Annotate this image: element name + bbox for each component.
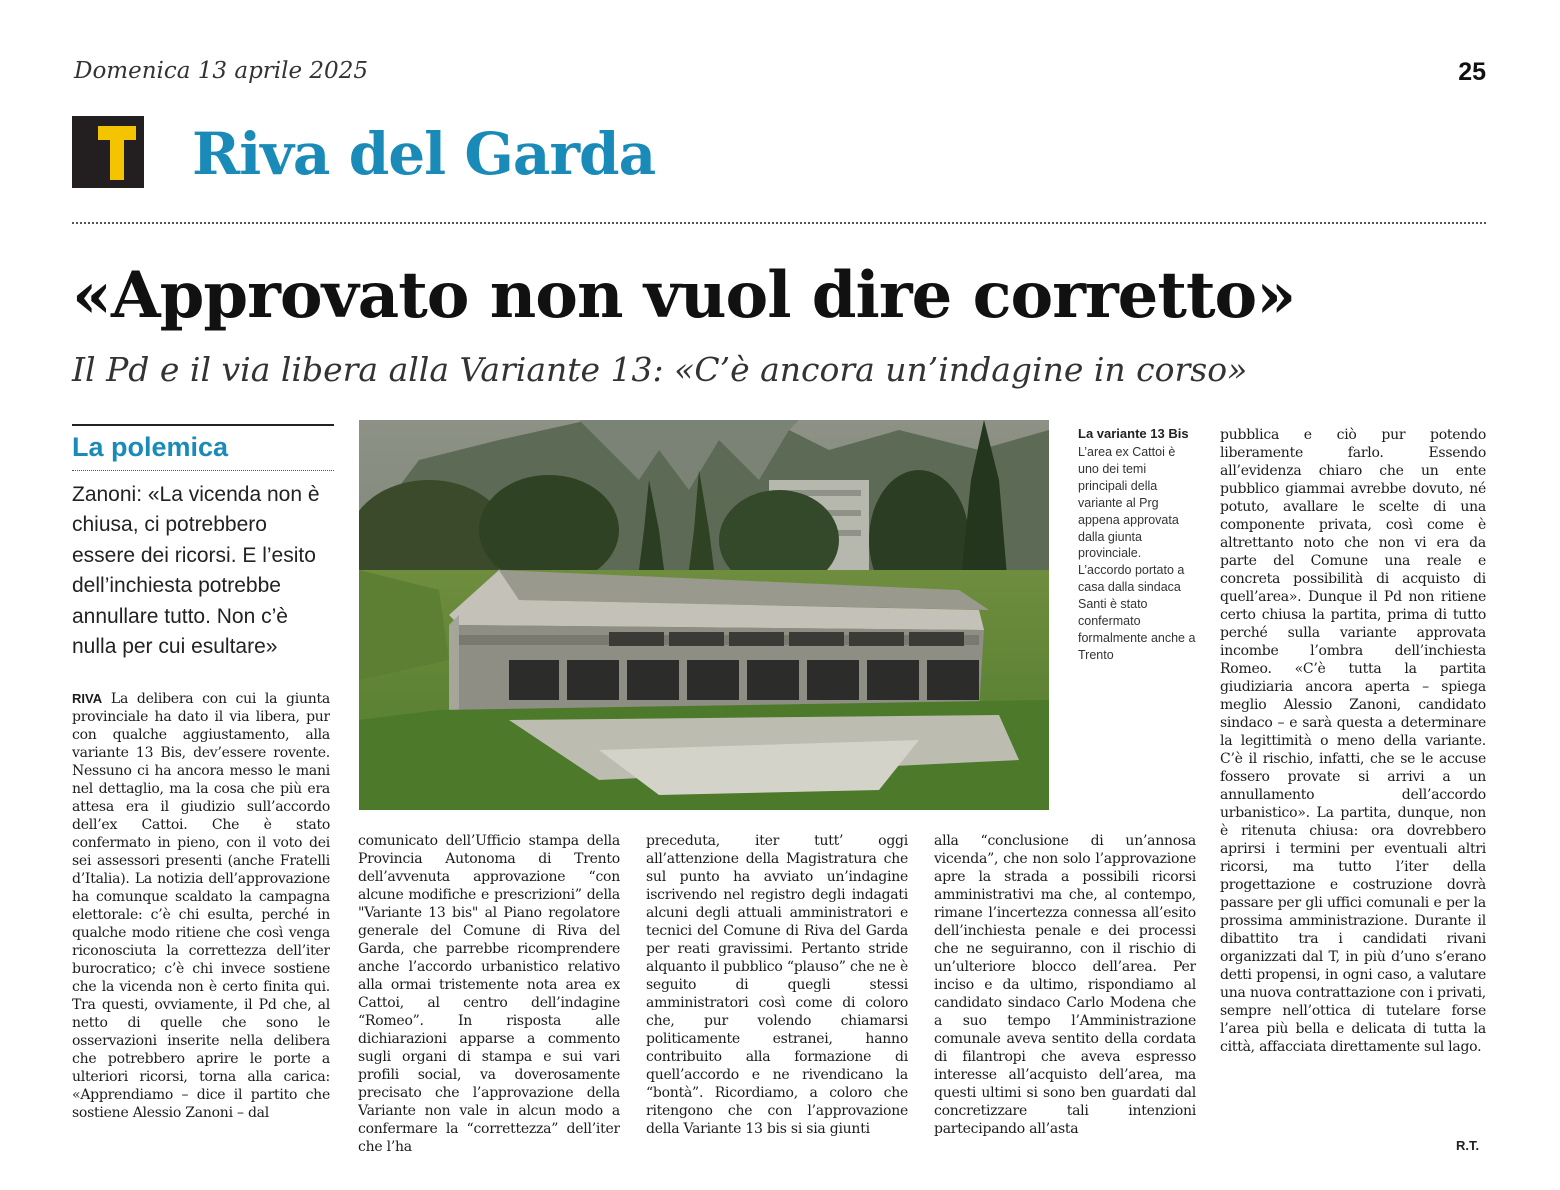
article-column-2: comunicato dell’Ufficio stampa della Provincia Autonoma di Trento dell’avvenuta approvazione “con alcune modifiche e prescrizioni” della "Variante 13 bis" al Piano regolatore generale del Comune di Riva del Garda, che parrebbe ricomprendere anche l’accordo urbanistico relativo alla ormai tristemente nota area ex Cattoi, al centro dell’indagine “Romeo”. In risposta alle dichiarazioni apparse a commento sugli organi di stampa e sui vari profili social, va doverosamente precisato che l’approvazione della Variante non vale in alcun modo a confermare la “correttezza” dell’iter che l’ha	[358, 833, 620, 1155]
article-headline: «Approvato non vuol dire corretto»	[72, 258, 1296, 333]
photo-caption-title: La variante 13 Bis	[1078, 426, 1189, 441]
article-subheadline: Il Pd e il via libera alla Variante 13: «C’è ancora un’indagine in corso»	[72, 350, 1248, 389]
article-column-3: preceduta, iter tutt’ oggi all’attenzione della Magistratura che sul punto ha avviato un’indagine iscrivendo nel registro degli indagati alcuni degli attuali amministratori e tecnici del Comune di Riva del Garda per reati gravissimi. Pertanto stride alquanto il pubblico “plauso” che ne è seguito di quegli stessi amministratori così come di coloro che, pur volendo chiamarsi politicamente estranei, hanno contribuito alla formazione di quell’accordo e ne rivendicano la “bontà”. Ricordiamo, a coloro che ritengono che con l’approvazione della Variante 13 bis si sia giunti	[646, 833, 908, 1137]
column-1-text: La delibera con cui la giunta provinciale ha dato il via libera, pur con qualche aggiustamento, alla variante 13 Bis, dev’essere rovente. Nessuno ci ha ancora messo le mani nel dettaglio, ma la cosa che più era attesa era il giudizio sull’accordo dell’ex Cattoi. Che è stato confermato in pieno, con il voto dei sei assessori presenti (anche Fratelli d’Italia). La notizia dell’approvazione ha comunque scaldato la campagna elettorale: c’è chi esulta, perché in qualche modo ritiene che così venga riconosciuta la correttezza dell’iter burocratico; c’è chi invece sostiene che la vicenda non è certo finita qui. Tra questi, ovviamente, il Pd che, al netto di quelle che sono le osservazioni inserite nella delibera che potrebbero aprire le porte a ulteriori ricorsi, torna alla carica: «Apprendiamo – dice il partito che sostiene Alessio Zanoni – dal	[72, 691, 330, 1121]
section-title: Riva del Garda	[192, 120, 656, 188]
page-number: 25	[1458, 58, 1486, 86]
author-signature: R.T.	[1456, 1138, 1480, 1153]
article-column-1	[72, 690, 330, 1176]
article-column-5: pubblica e ciò pur potendo liberamente farlo. Essendo all’evidenza chiaro che un ente pubblico giammai avrebbe dovuto, né potuto, avallare le scelte di una componente privata, così come è altrettanto noto che non vi era da parte del Comune una reale e concreta possibilità di acquisto di quell’area». Dunque il Pd non ritiene certo chiusa la partita, prima di tutto perché sulla variante approvata incombe l’ombra dell’inchiesta Romeo. «C’è tutta la partita giudiziaria ancora aperta – spiega meglio Alessio Zanoni, candidato sindaco – e sarà questa a determinare la legittimità o meno della variante. C’è il rischio, infatti, che se le accuse fossero provate si arrivi a un annullamento dell’accordo urbanistico». La partita, dunque, non è ritenuta chiusa: ora dovrebbero aprirsi i termini per eventuali altri ricorsi, ma tutto l’iter della progettazione e costruzione dovrà passare per gli uffici comunali e per la prossima amministrazione. Durante il dibattito tra i candidati rivani organizzati dal T, in più d’uno s’erano detti propensi, in ogni caso, a valutare una nuova contrattazione con i privati, sempre nell’ottica di tutelare forse l’area più bella e delicata di tutta la città, affacciata direttamente sul lago.	[1220, 427, 1486, 1055]
dateline: RIVA	[72, 691, 103, 706]
sidebar-divider	[72, 470, 334, 471]
article-column-4: alla “conclusione di un’annosa vicenda”, che non solo l’approvazione apre la strada a possibili ricorsi amministrativi ma che, al contempo, rimane l’incertezza connessa all’esito dell’inchiesta penale e dei processi che ne seguiranno, con il rischio di un’ulteriore blocco dell’area. Per inciso e da ultimo, rispondiamo al candidato sindaco Carlo Modena che a suo tempo l’Amministrazione comunale aveva sentito della cordata di filantropi che aveva espresso interesse all’acquisto dell’area, ma questi ultimi si sono ben guardati dal concretizzare tali intenzioni partecipando all’asta	[934, 833, 1196, 1137]
sidebar-quote: Zanoni: «La vicenda non è chiusa, ci potrebbero essere dei ricorsi. E l’esito dell’inchiesta potrebbe annullare tutto. Non c’è nulla per cui esultare»	[72, 483, 320, 659]
header-divider	[72, 222, 1486, 224]
issue-date: Domenica 13 aprile 2025	[74, 58, 368, 84]
abandoned-building-photo	[359, 420, 1049, 810]
sidebar-title: La polemica	[72, 432, 229, 462]
sidebar-top-rule	[72, 424, 334, 426]
logo-t-icon	[72, 116, 144, 188]
article-photo	[359, 420, 1049, 810]
newspaper-logo	[72, 116, 144, 188]
photo-caption-text: L’area ex Cattoi è uno dei temi principali della variante al Prg appena approvata dalla giunta provinciale. L’accordo portato a casa dalla sindaca Santi è stato confermato formalmente anche a Trento	[1078, 445, 1196, 662]
